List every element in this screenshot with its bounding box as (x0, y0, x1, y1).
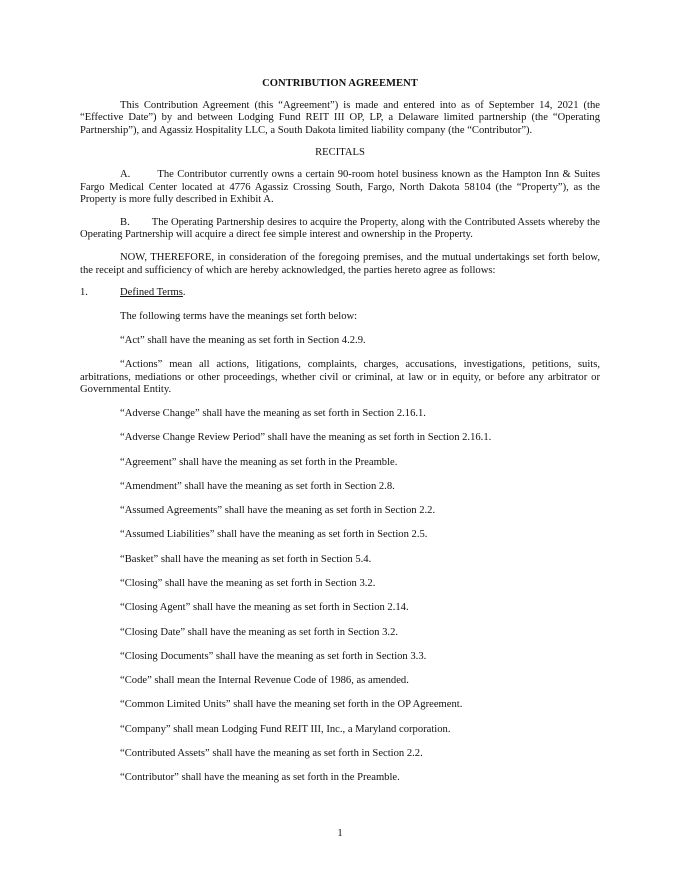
definition-item: “Closing Documents” shall have the meaning as set forth in Section 3.3. (120, 650, 427, 662)
definition-item: “Company” shall mean Lodging Fund REIT III, Inc., a Maryland corporation. (120, 723, 451, 735)
recital-label: B. (120, 216, 130, 228)
definition-item: “Contributed Assets” shall have the meaning as set forth in Section 2.2. (120, 748, 423, 759)
definitions-list (80, 408, 600, 785)
page-number: 1 (337, 828, 343, 839)
section-title-punct: . (182, 287, 186, 299)
recital-text: The Operating Partnership desires to acquire the Property, along with the Contributed Assets whereby the Operating Partnership will acquire a direct fee simple interest and ownership in the Property. (80, 216, 601, 241)
document-page (80, 78, 600, 797)
definition-item: “Closing Date” shall have the meaning as set forth in Section 3.2. (120, 626, 399, 638)
now-therefore-paragraph: NOW, THEREFORE, in consideration of the foregoing premises, and the mutual undertakings set forth below, the receipt and sufficiency of which are hereby acknowledged, the parties hereto agree as follows: (80, 251, 600, 276)
definition-item: “Assumed Liabilities” shall have the meaning as set forth in Section 2.5. (120, 529, 428, 541)
definition-item: “Code” shall mean the Internal Revenue Code of 1986, as amended. (120, 675, 409, 687)
recitals-heading: RECITALS (315, 147, 365, 159)
definition-item: “Adverse Change” shall have the meaning as set forth in Section 2.16.1. (120, 408, 426, 420)
document-title: CONTRIBUTION AGREEMENT (262, 78, 418, 89)
definition-item: “Agreement” shall have the meaning as set forth in the Preamble. (120, 456, 398, 468)
recital-label: A. (120, 168, 131, 180)
definition-item: “Closing Agent” shall have the meaning as set forth in Section 2.14. (120, 602, 409, 614)
terms-intro: The following terms have the meanings set forth below: (120, 310, 358, 322)
section-number: 1. (80, 287, 88, 299)
definition-item: “Closing” shall have the meaning as set forth in Section 3.2. (120, 578, 376, 590)
definition-act: “Act” shall have the meaning as set forth in Section 4.2.9. (120, 335, 366, 346)
recital-text: The Contributor currently owns a certain 90-room hotel business known as the Hampton Inn & Suites Fargo Medical Center located at 4776 Agassiz Crossing South, Fargo, North Dakota 58104 (the “Property”), as the Property is more fully described in Exhibit A. (80, 168, 600, 206)
definition-item: “Basket” shall have the meaning as set forth in Section 5.4. (120, 553, 372, 565)
definition-item: “Adverse Change Review Period” shall have the meaning as set forth in Section 2.16.1. (120, 432, 492, 444)
definition-item: “Common Limited Units” shall have the meaning set forth in the OP Agreement. (120, 699, 463, 711)
section-heading (80, 287, 600, 300)
recital-a (80, 169, 600, 207)
definition-item: “Contributor” shall have the meaning as set forth in the Preamble. (120, 772, 400, 784)
intro-paragraph: This Contribution Agreement (this “Agreement”) is made and entered into as of September 14, 2021 (the “Effective Date”) by and between Lodging Fund REIT III OP, LP, a Delaware limited partnership (the “Operating Partnership”), and Agassiz Hospitality LLC, a South Dakota limited liability company (the “Contributor”). (80, 99, 600, 136)
definition-actions: “Actions” mean all actions, litigations, complaints, charges, accusations, investigations, petitions, suits, arbitrations, mediations or other proceedings, whether civil or criminal, at law or in equity, or before any arbitrator or Governmental Entity. (80, 359, 600, 396)
recital-b (80, 217, 600, 242)
definition-item: “Assumed Agreements” shall have the meaning as set forth in Section 2.2. (120, 505, 436, 517)
definition-item: “Amendment” shall have the meaning as set forth in Section 2.8. (120, 480, 395, 492)
section-title: Defined Terms (120, 287, 183, 299)
